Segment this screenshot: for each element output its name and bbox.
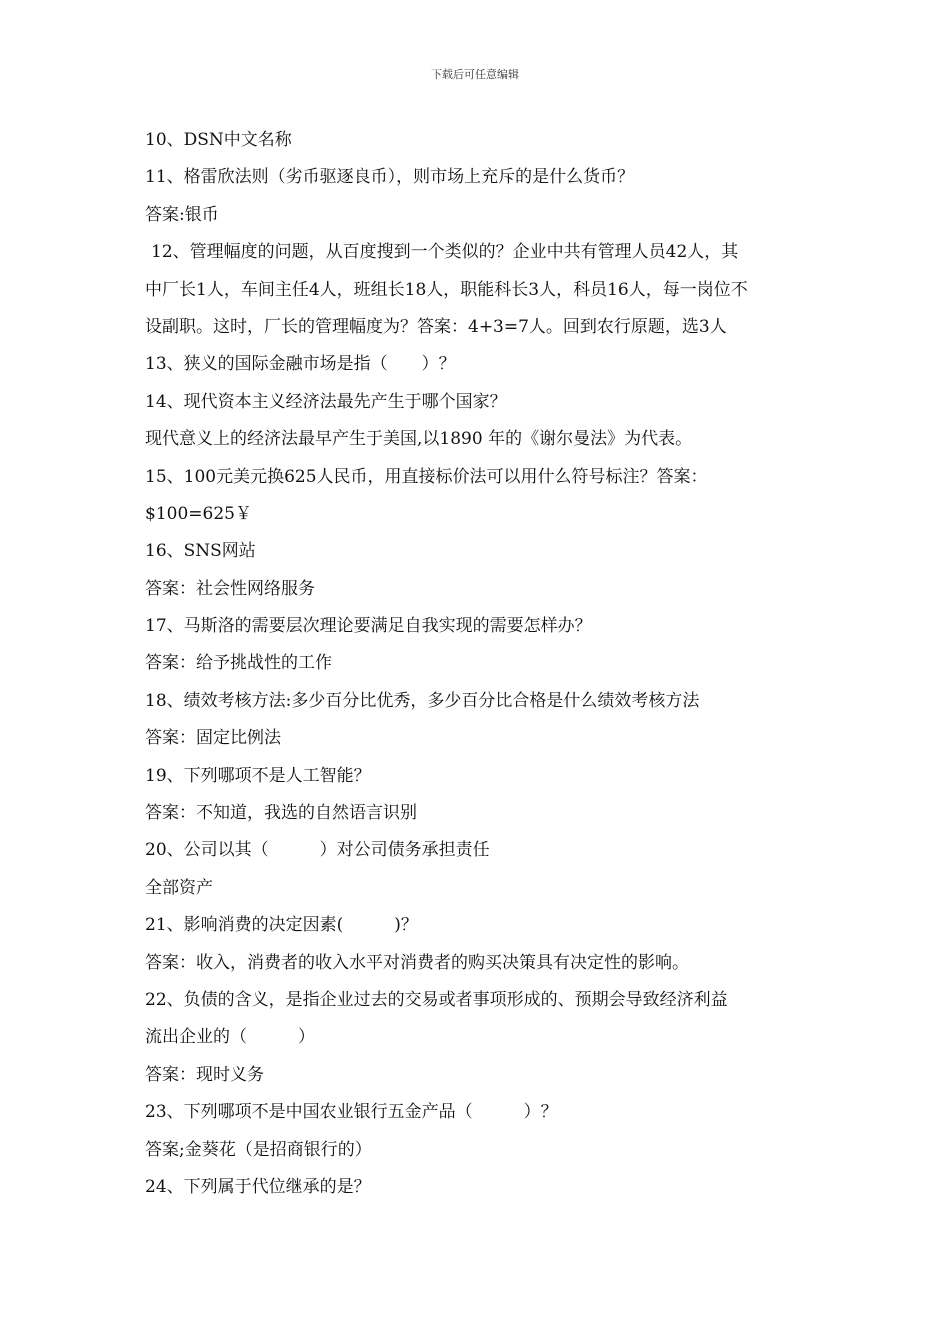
answer-18: 答案：固定比例法 [145, 728, 281, 749]
question-13: 13、狭义的国际金融市场是指（ ）？ [145, 354, 456, 375]
answer-14: 现代意义上的经济法最早产生于美国,以1890 年的《谢尔曼法》为代表。 [145, 429, 693, 450]
answer-21: 答案：收入，消费者的收入水平对消费者的购买决策具有决定性的影响。 [145, 952, 689, 973]
question-17: 17、马斯洛的需要层次理论要满足自我实现的需要怎样办？ [145, 616, 592, 637]
question-16: 16、SNS网站 [145, 541, 256, 562]
question-23: 23、下列哪项不是中国农业银行五金产品（ ）？ [145, 1102, 558, 1123]
page-header: 下载后可任意编辑 [431, 68, 519, 81]
answer-22: 答案：现时义务 [145, 1064, 264, 1085]
document-body [145, 122, 815, 1206]
question-15: 15、100元美元换625人民币，用直接标价法可以用什么符号标注？答案： [145, 466, 708, 487]
question-11: 11、格雷欣法则（劣币驱逐良币），则市场上充斥的是什么货币？ [145, 167, 635, 188]
answer-17: 答案：给予挑战性的工作 [145, 653, 332, 674]
answer-15: $100=625￥ [145, 503, 252, 524]
question-12-line-1: 12、管理幅度的问题，从百度搜到一个类似的？企业中共有管理人员42人，其 [151, 242, 739, 263]
question-20: 20、公司以其（ ）对公司债务承担责任 [145, 840, 490, 861]
question-24: 24、下列属于代位继承的是？ [145, 1176, 371, 1197]
answer-19: 答案：不知道，我选的自然语言识别 [145, 803, 417, 824]
answer-11: 答案:银币 [145, 204, 219, 225]
question-19: 19、下列哪项不是人工智能？ [145, 765, 371, 786]
question-12-line-3: 设副职。这时，厂长的管理幅度为？答案：4+3=7人。回到农行原题，选3人 [145, 316, 727, 337]
question-10: 10、DSN中文名称 [145, 130, 292, 150]
question-14: 14、现代资本主义经济法最先产生于哪个国家？ [145, 391, 507, 412]
question-21: 21、影响消费的决定因素( )？ [145, 915, 418, 936]
question-22-line-1: 22、负债的含义，是指企业过去的交易或者事项形成的、预期会导致经济利益 [145, 989, 728, 1010]
answer-20: 全部资产 [145, 877, 213, 898]
answer-23: 答案;金葵花（是招商银行的） [145, 1139, 372, 1160]
question-22-line-2: 流出企业的（ ） [145, 1027, 315, 1048]
question-18: 18、绩效考核方法:多少百分比优秀，多少百分比合格是什么绩效考核方法 [145, 690, 700, 711]
answer-16: 答案：社会性网络服务 [145, 578, 315, 599]
question-12-line-2: 中厂长1人，车间主任4人，班组长18人，职能科长3人，科员16人，每一岗位不 [145, 279, 748, 300]
